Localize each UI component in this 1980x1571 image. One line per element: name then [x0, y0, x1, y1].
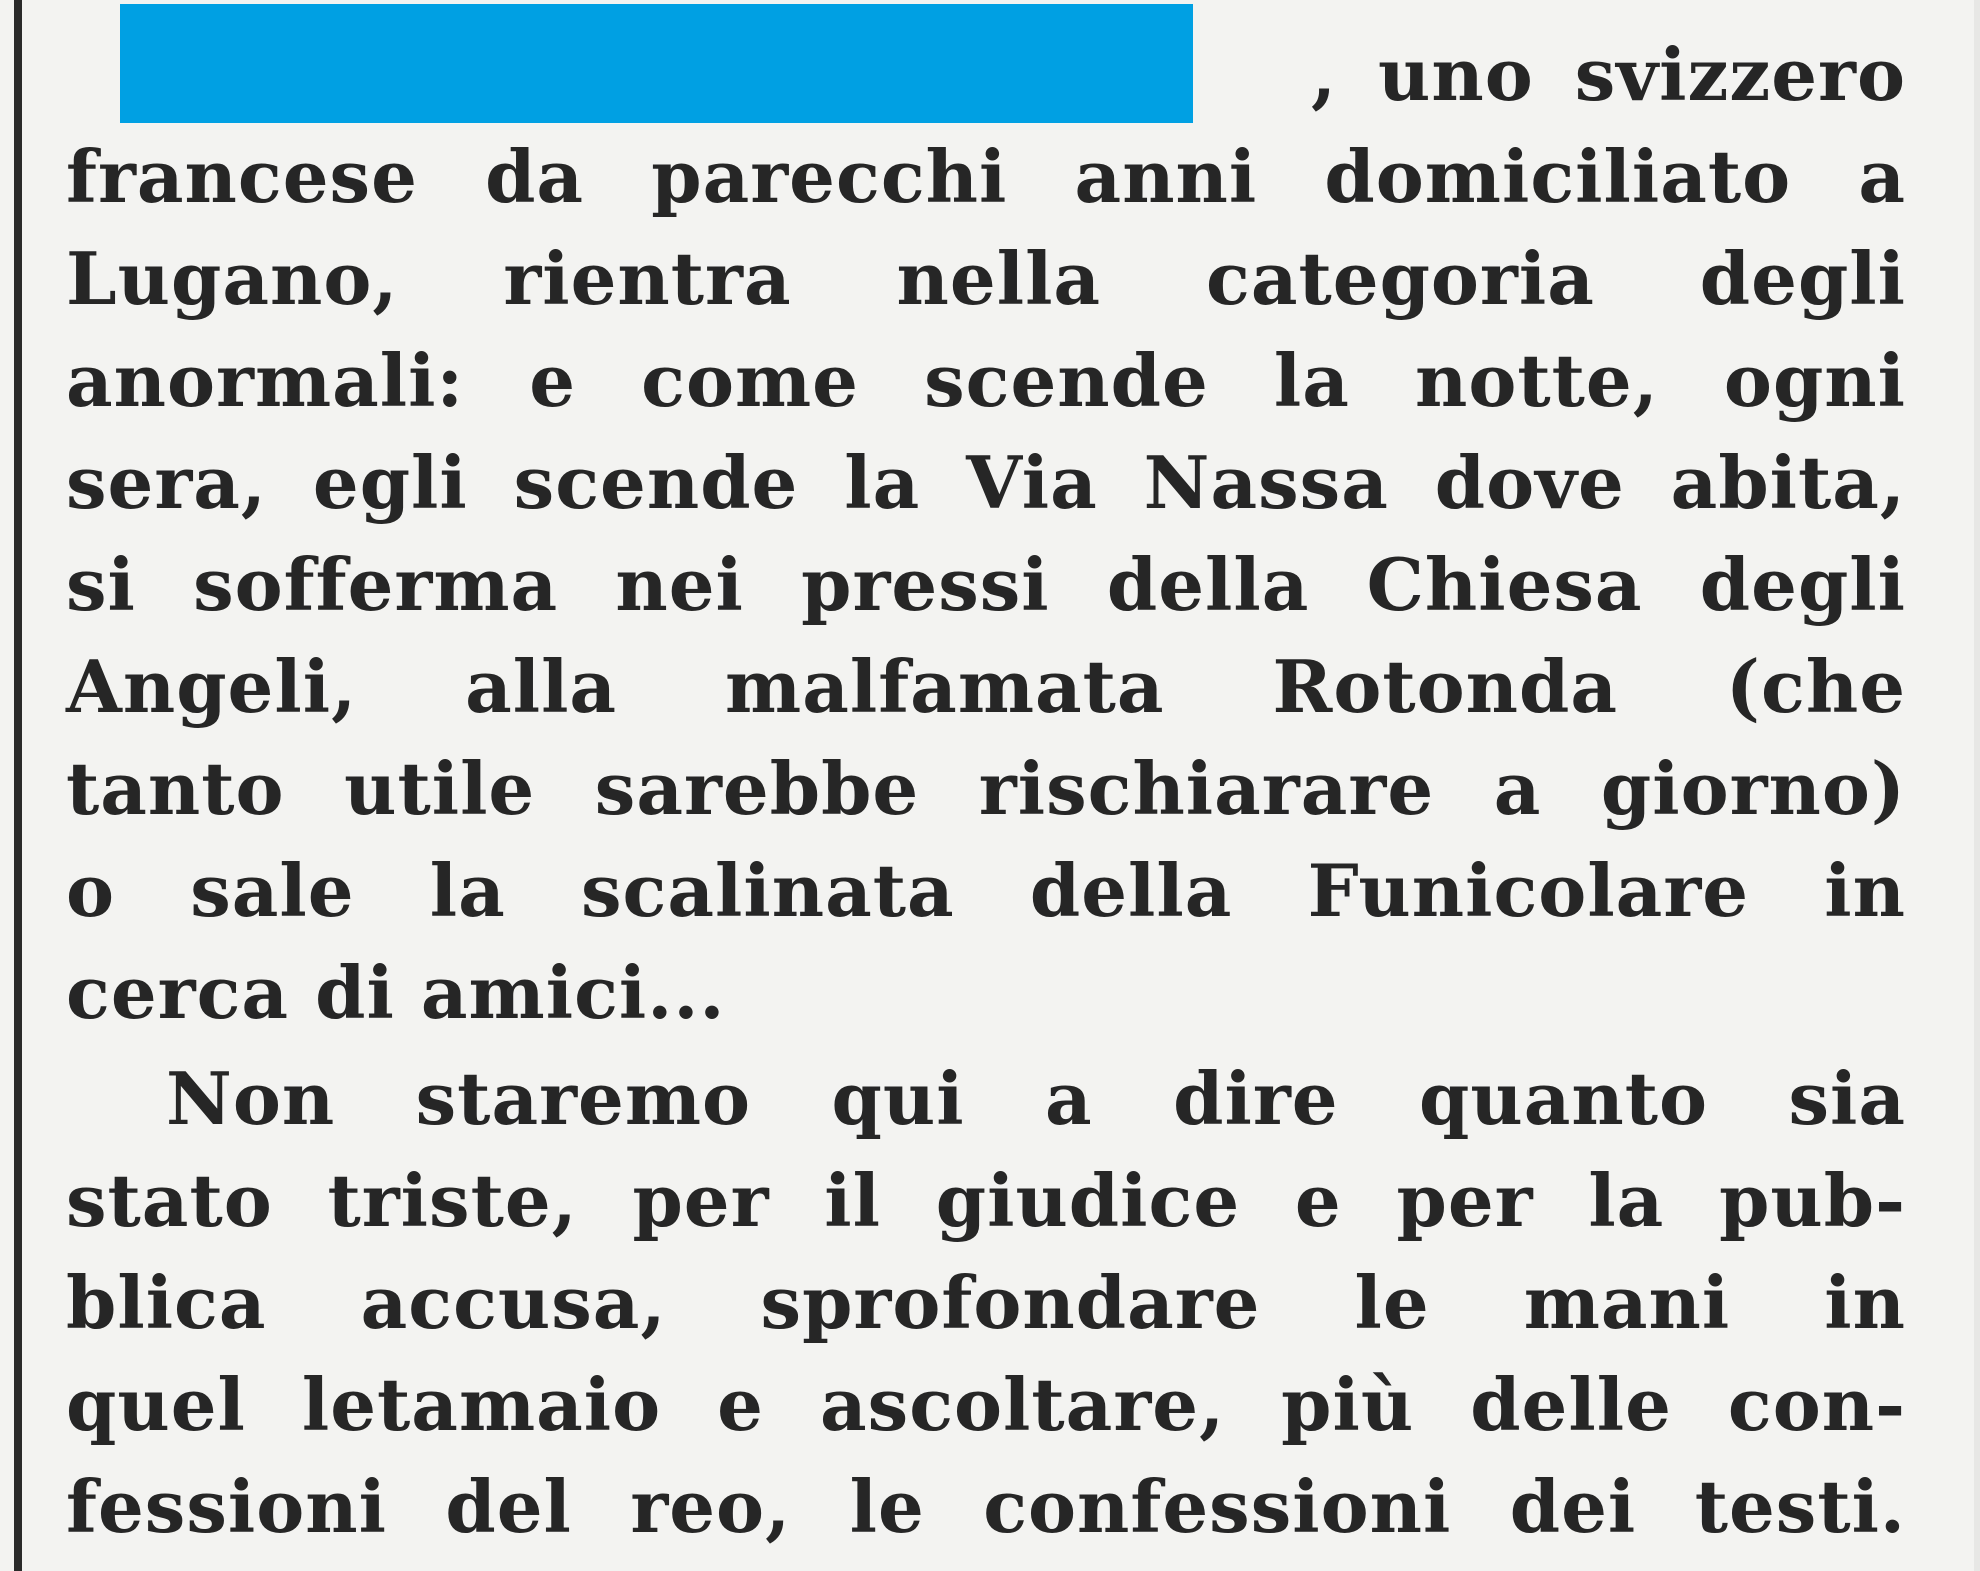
text-line: cerca di amici... [66, 950, 726, 1035]
redaction-bar [120, 4, 1193, 123]
column-rule [14, 0, 22, 1571]
text-line: quel letamaio e ascoltare, più delle con- [66, 1362, 1906, 1447]
page-edge [1974, 0, 1980, 1571]
text-line: , uno svizzero [1311, 32, 1906, 117]
text-line: Lugano, rientra nella categoria degli [66, 236, 1906, 321]
text-line: o sale la scalinata della Funicolare in [66, 848, 1906, 933]
text-line: stato triste, per il giudice e per la pub- [66, 1158, 1906, 1243]
text-line: blica accusa, sprofondare le mani in [66, 1260, 1906, 1345]
text-line: si sofferma nei pressi della Chiesa degli [66, 542, 1906, 627]
text-line: Non staremo qui a dire quanto sia [166, 1056, 1906, 1141]
text-line: anormali: e come scende la notte, ogni [66, 338, 1906, 423]
text-line: francese da parecchi anni domiciliato a [66, 134, 1906, 219]
text-line: tanto utile sarebbe rischiarare a giorno) [66, 746, 1906, 831]
text-line: Angeli, alla malfamata Rotonda (che [66, 644, 1906, 729]
text-line: fessioni del reo, le confessioni dei testi. [66, 1464, 1906, 1549]
text-line: sera, egli scende la Via Nassa dove abita, [66, 440, 1906, 525]
